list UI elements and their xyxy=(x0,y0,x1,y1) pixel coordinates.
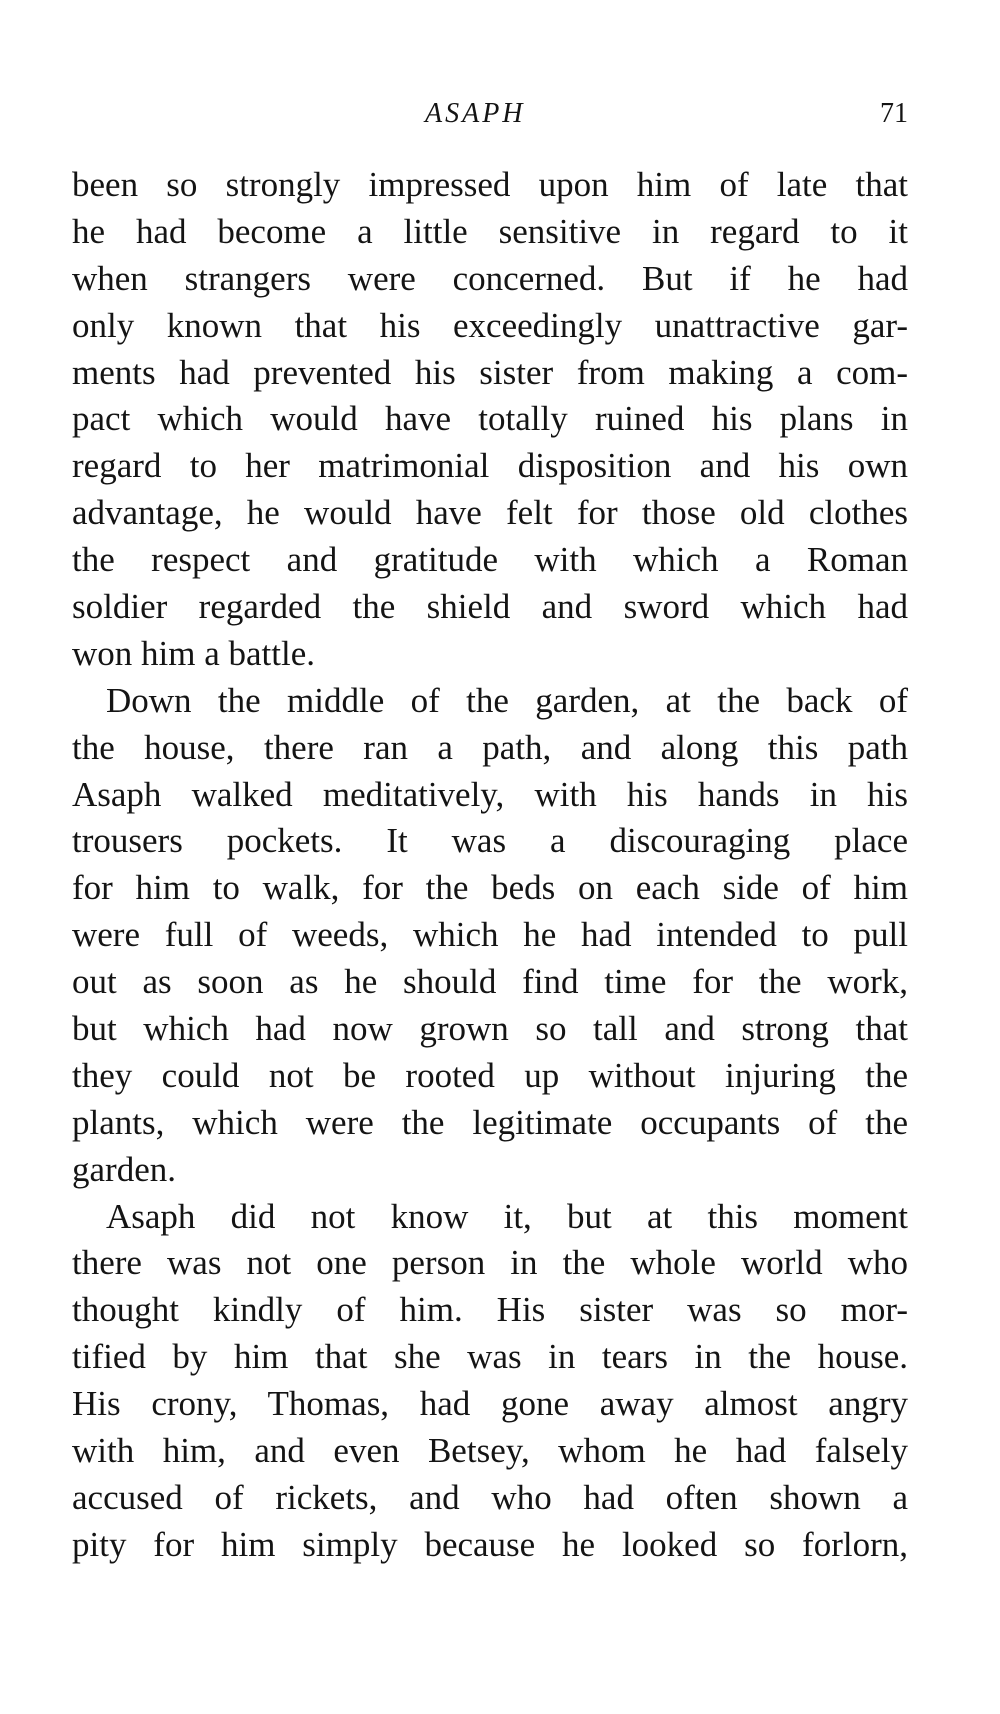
text-line: plants, which were the legitimate occupants of the xyxy=(72,1102,908,1142)
paragraph xyxy=(72,162,908,678)
text-line: ments had prevented his sister from making a com- xyxy=(72,352,908,392)
text-line: trousers pockets. It was a discouraging place xyxy=(72,821,908,861)
text-line: been so strongly impressed upon him of late that xyxy=(72,165,908,204)
text-line: Asaph walked meditatively, with his hands in his xyxy=(72,774,908,814)
running-head xyxy=(0,94,1000,134)
paragraph xyxy=(72,678,908,1194)
text-line: the respect and gratitude with which a Roman xyxy=(72,540,908,580)
text-line: tified by him that she was in tears in the house. xyxy=(72,1337,908,1377)
text-line: regard to her matrimonial disposition and his own xyxy=(72,446,908,486)
text-line: he had become a little sensitive in regard to it xyxy=(72,211,908,251)
text-line: His crony, Thomas, had gone away almost angry xyxy=(72,1384,908,1424)
text-line: pity for him simply because he looked so forlorn, xyxy=(72,1524,908,1564)
body-text xyxy=(72,162,908,1569)
text-line: soldier regarded the shield and sword which had xyxy=(72,587,908,627)
text-line: Asaph did not know it, but at this moment xyxy=(106,1196,908,1236)
text-line: advantage, he would have felt for those old clothes xyxy=(72,493,908,533)
text-line: there was not one person in the whole world who xyxy=(72,1243,908,1283)
text-line: the house, there ran a path, and along this path xyxy=(72,727,908,767)
text-line: Down the middle of the garden, at the back of xyxy=(106,680,908,720)
text-line: won him a battle. xyxy=(72,633,316,673)
text-line: thought kindly of him. His sister was so mor- xyxy=(72,1290,908,1330)
text-line: with him, and even Betsey, whom he had falsely xyxy=(72,1431,908,1471)
text-line: they could not be rooted up without injuring the xyxy=(72,1055,908,1095)
page-number: 71 xyxy=(880,98,908,129)
text-line: out as soon as he should find time for the work, xyxy=(72,962,908,1002)
text-line: garden. xyxy=(72,1149,176,1189)
text-line: were full of weeds, which he had intended to pull xyxy=(72,915,908,955)
text-line: but which had now grown so tall and strong that xyxy=(72,1009,908,1049)
text-line: for him to walk, for the beds on each side of him xyxy=(72,868,908,908)
paragraph xyxy=(72,1194,908,1569)
text-line: only known that his exceedingly unattractive gar- xyxy=(72,305,908,345)
running-title: ASAPH xyxy=(425,98,526,129)
text-line: pact which would have totally ruined his plans in xyxy=(72,399,908,439)
text-line: accused of rickets, and who had often shown a xyxy=(72,1477,908,1517)
text-line: when strangers were concerned. But if he had xyxy=(72,258,908,298)
